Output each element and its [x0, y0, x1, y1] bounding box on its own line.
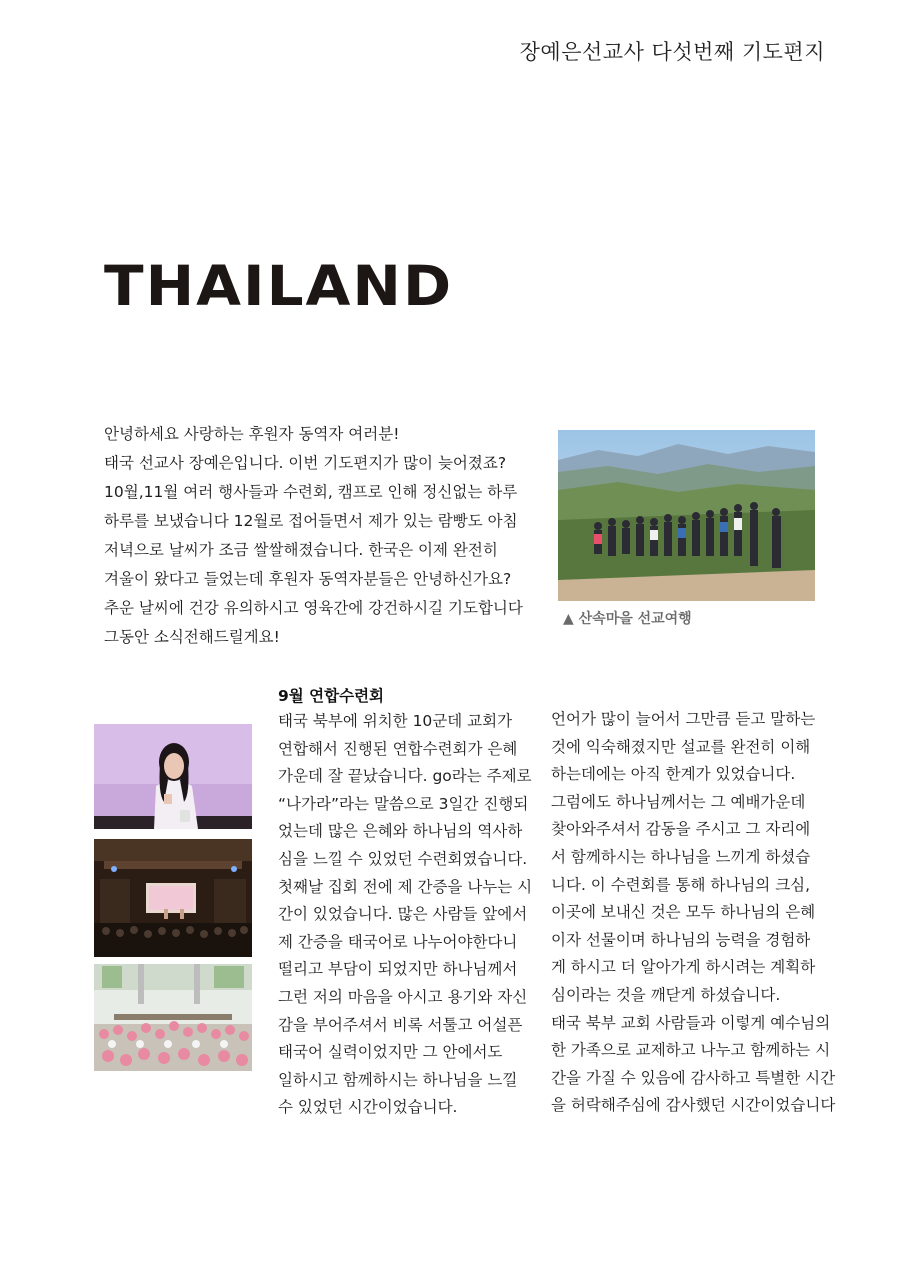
left-line: 첫째날 집회 전에 제 간증을 나누는 시	[278, 877, 533, 896]
left-line: 심을 느낄 수 있었던 수련회였습니다.	[278, 849, 528, 868]
header-title: 장예은선교사 다섯번째 기도편지	[519, 40, 825, 64]
right-line: 것에 익숙해졌지만 설교를 완전히 이해	[551, 737, 811, 756]
section-column-left	[278, 708, 543, 1122]
right-line: 하는데에는 아직 한계가 있었습니다.	[551, 765, 796, 784]
intro-line: 그동안 소식전해드릴게요!	[104, 628, 280, 646]
intro-line: 겨울이 왔다고 들었는데 후원자 동역자분들은 안녕하신가요?	[104, 570, 512, 588]
left-line: 간이 있었습니다. 많은 사람들 앞에서	[278, 905, 528, 924]
mountain-group-photo	[558, 430, 815, 601]
right-line: 찾아와주셔서 감동을 주시고 그 자리에	[551, 820, 811, 839]
right-line: 그럼에도 하나님께서는 그 예배가운데	[551, 792, 806, 811]
intro-line: 안녕하세요 사랑하는 후원자 동역자 여러분!	[104, 425, 400, 443]
intro-paragraph	[104, 420, 544, 652]
right-line: 이자 선물이며 하나님의 능력을 경험하	[551, 930, 811, 949]
right-line: 간을 가질 수 있음에 감사하고 특별한 시간	[551, 1068, 836, 1087]
intro-line: 추운 날씨에 건강 유의하시고 영육간에 강건하시길 기도합니다	[104, 599, 523, 617]
worship-hall-photo	[94, 839, 252, 957]
speaker-photo	[94, 724, 252, 829]
left-line: “나가라”라는 말씀으로 3일간 진행되	[278, 794, 529, 813]
left-line: 태국 북부에 위치한 10군데 교회가	[278, 712, 513, 730]
left-line: 그런 저의 마음을 아시고 용기와 자신	[278, 987, 528, 1006]
left-line: 제 간증을 태국어로 나누어야한다니	[278, 932, 518, 951]
intro-line: 저녁으로 날씨가 조금 쌀쌀해졌습니다. 한국은 이제 완전히	[104, 541, 498, 559]
right-line: 서 함께하시는 하나님을 느끼게 하셨습	[551, 847, 811, 866]
intro-line: 하루를 보냈습니다 12월로 접어들면서 제가 있는 람빵도 아침	[104, 512, 518, 530]
left-line: 떨리고 부담이 되었지만 하나님께서	[278, 960, 518, 979]
right-line: 이곳에 보내신 것은 모두 하나님의 은혜	[551, 903, 816, 922]
intro-line: 태국 선교사 장예은입니다. 이번 기도편지가 많이 늦어졌죠?	[104, 454, 507, 472]
section-column-right	[551, 706, 851, 1120]
right-line: 언어가 많이 늘어서 그만큼 듣고 말하는	[551, 710, 816, 728]
left-line: 었는데 많은 은혜와 하나님의 역사하	[278, 822, 523, 841]
intro-line: 10월,11월 여러 행사들과 수련회, 캠프로 인해 정신없는 하루	[104, 483, 518, 501]
left-line: 수 있었던 시간이었습니다.	[278, 1098, 458, 1117]
left-line: 감을 부어주셔서 비록 서툴고 어설픈	[278, 1015, 523, 1034]
left-line: 가운데 잘 끝났습니다. go라는 주제로	[278, 767, 532, 786]
group-dining-photo	[94, 964, 252, 1071]
right-line: 심이라는 것을 깨닫게 하셨습니다.	[551, 985, 781, 1004]
right-line: 태국 북부 교회 사람들과 이렇게 예수님의	[551, 1013, 831, 1032]
page-title: THAILAND	[104, 253, 454, 319]
right-line: 한 가족으로 교제하고 나누고 함께하는 시	[551, 1041, 831, 1060]
left-line: 태국어 실력이었지만 그 안에서도	[278, 1043, 503, 1062]
right-line: 니다. 이 수련회를 통해 하나님의 크심,	[551, 875, 811, 894]
left-line: 일하시고 함께하시는 하나님을 느낄	[278, 1070, 518, 1089]
right-line: 게 하시고 더 알아가게 하시려는 계획하	[551, 958, 816, 977]
section-heading: 9월 연합수련회	[278, 687, 385, 705]
photo-caption: ▲ 산속마을 선교여행	[563, 611, 692, 627]
right-line: 을 허락해주심에 감사했던 시간이었습니다	[551, 1096, 836, 1115]
left-line: 연합해서 진행된 연합수련회가 은혜	[278, 739, 518, 758]
